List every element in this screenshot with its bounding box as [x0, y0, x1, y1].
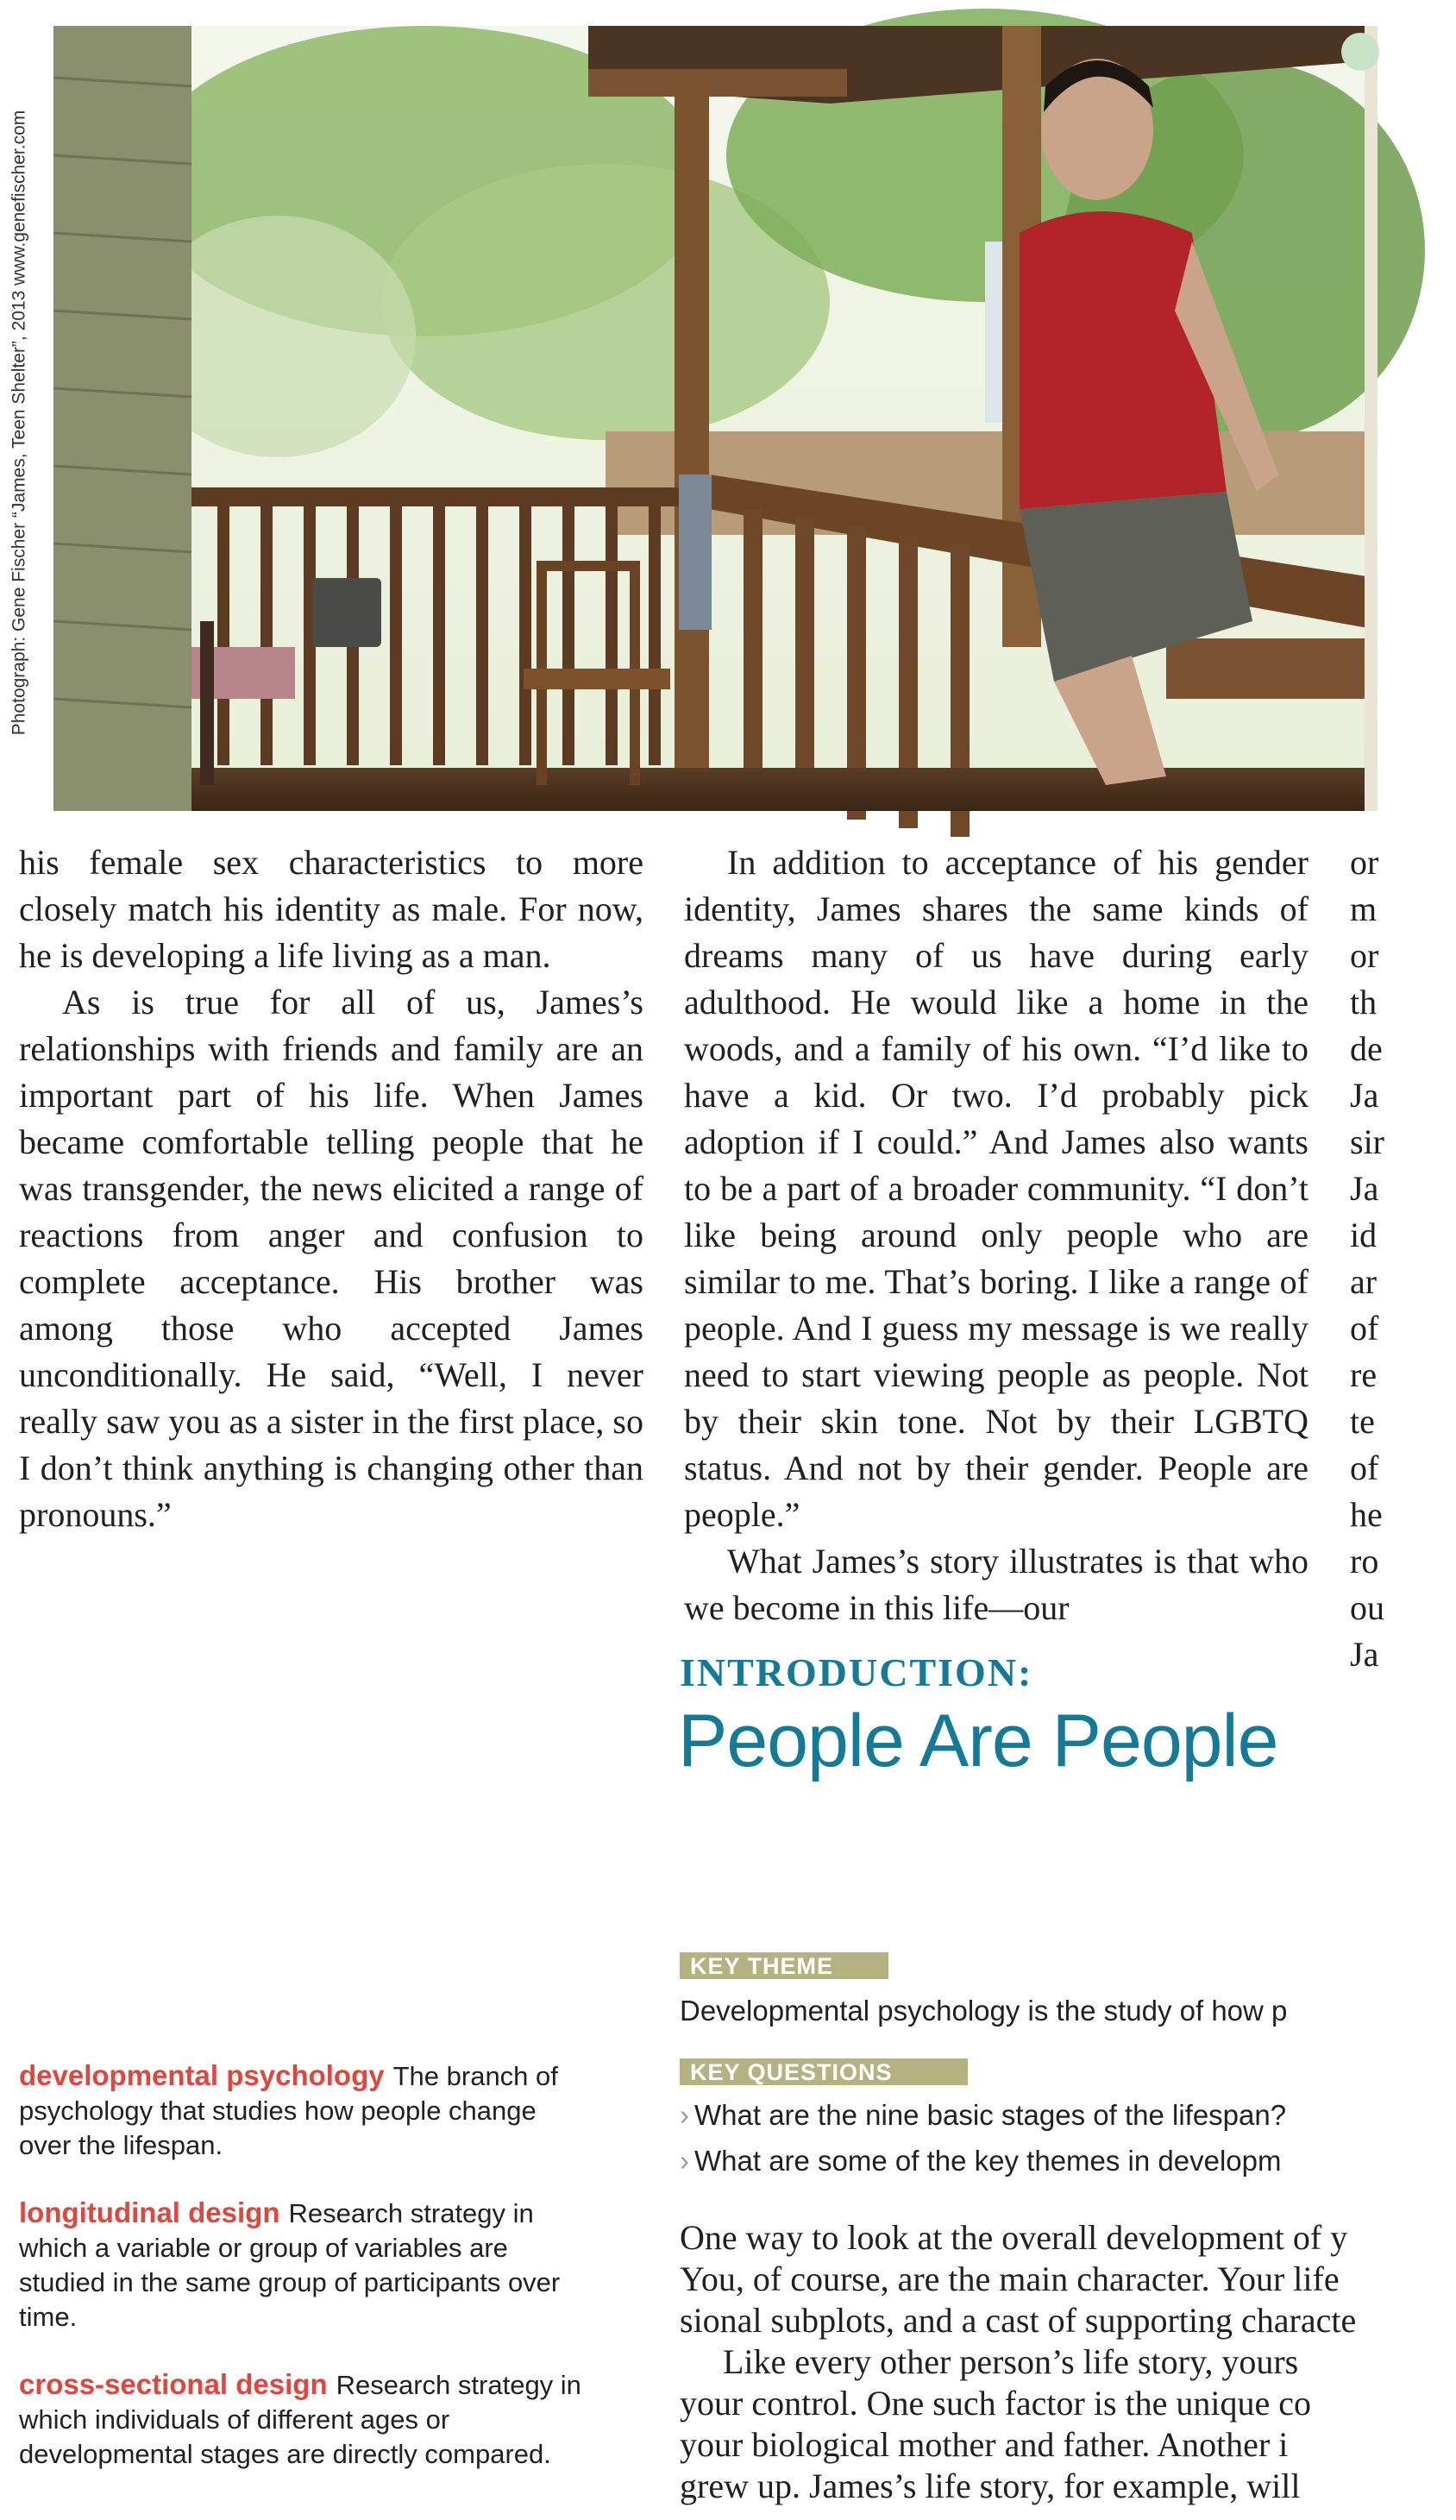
key-question-text: What are some of the key themes in developm: [694, 2145, 1282, 2177]
col3-line: ar: [1350, 1262, 1378, 1301]
glossary-term: cross-sectional design: [19, 2368, 328, 2400]
col3-line: ou: [1350, 1588, 1384, 1627]
chevron-right-icon: ›: [680, 2145, 689, 2177]
body-column-1: [19, 839, 643, 1538]
col3-line: he: [1350, 1495, 1383, 1534]
col3-line: Ja: [1350, 1076, 1379, 1115]
photo-credit: [7, 35, 31, 811]
body-column-2: [684, 839, 1309, 1631]
porch-photo-illustration: [53, 26, 1378, 811]
glossary-term: longitudinal design: [19, 2196, 280, 2228]
key-question-text: What are the nine basic stages of the lifespan?: [694, 2099, 1287, 2131]
col3-line: or: [1350, 936, 1379, 975]
key-theme-text: Developmental psychology is the study of how p: [680, 1995, 1288, 2027]
intro-body-line: Like every other person’s life story, yours: [723, 2342, 1299, 2381]
col3-line: te: [1350, 1402, 1375, 1441]
glossary-definition: Research strategy in which individuals of different ages or developmental stages are directly compared.: [19, 2370, 581, 2469]
glossary-entry: [19, 2058, 588, 2163]
key-questions-label: KEY QUESTIONS: [680, 2058, 968, 2085]
col3-line: Ja: [1350, 1169, 1379, 1208]
intro-body-line: sional subplots, and a cast of supporting characte: [680, 2301, 1357, 2340]
col3-line: m: [1350, 889, 1378, 928]
key-theme-label: KEY THEME: [680, 1952, 888, 1979]
intro-body-line: grew up. James’s life story, for example, will: [680, 2467, 1301, 2505]
glossary-entry: [19, 2367, 588, 2472]
section-title: People Are People: [678, 1700, 1278, 1782]
col3-line: sir: [1350, 1122, 1384, 1161]
glossary-term: developmental psychology: [19, 2059, 385, 2091]
intro-body-line: You, of course, are the main character. Your life: [680, 2259, 1340, 2298]
col3-line: de: [1350, 1029, 1383, 1068]
key-question-2: [680, 2145, 1282, 2178]
col3-line: of: [1350, 1309, 1379, 1348]
glossary-definition: The branch of psychology that studies how people change over the lifespan.: [19, 2061, 558, 2160]
col1-paragraph-1: his female sex characteristics to more closely match his identity as male. For now, he is developing a life living as a man.: [19, 843, 643, 975]
intro-body-line: One way to look at the overall development of y: [680, 2218, 1348, 2257]
section-kicker: INTRODUCTION:: [680, 1650, 1033, 1694]
intro-body-line: your control. One such factor is the unique co: [680, 2384, 1312, 2423]
photo-credit-text: Photograph: Gene Fischer “James, Teen Shelter”, 2013 www.genefischer.com: [9, 110, 28, 736]
col3-line: of: [1350, 1449, 1379, 1487]
key-question-1: [680, 2099, 1286, 2132]
col3-line: th: [1350, 983, 1378, 1021]
page-corner-dot: [1341, 33, 1379, 71]
col2-paragraph-1: In addition to acceptance of his gender identity, James shares the same kinds of dreams many of us have during early adulthood. He would like a home in the woods, and a family of his own. “I’d like to have a kid. Or two. I’d probably pick adoption if I could.” And James also wants to be a part of a broader community. “I don’t like being around only people who are similar to me. That’s boring. I like a range of people. And I guess my message is we really need to start viewing people as people. Not by their skin tone. Not by their LGBTQ status. And not by their gender. People are people.”: [684, 843, 1309, 1534]
col3-line: ro: [1350, 1542, 1379, 1580]
intro-body-text: [680, 2217, 1456, 2507]
chevron-right-icon: ›: [680, 2099, 689, 2131]
body-column-3-clipped: [1350, 839, 1384, 1678]
col3-line: or: [1350, 843, 1379, 882]
col3-line: re: [1350, 1355, 1378, 1394]
porch-photo: [53, 26, 1378, 811]
col3-line: id: [1350, 1216, 1378, 1254]
glossary-entry: [19, 2196, 588, 2335]
glossary-definition: Research strategy in which a variable or group of variables are studied in the same group of participants over time.: [19, 2198, 561, 2332]
col1-paragraph-2: As is true for all of us, James’s relationships with friends and family are an important part of his life. When James became comfortable telling people that he was transgender, the news elicited a range of reactions from anger and confusion to complete acceptance. His brother was among those who accepted James unconditionally. He said, “Well, I never really saw you as a sister in the first place, so I don’t think anything is changing other than pronouns.”: [19, 983, 643, 1534]
intro-body-line: your biological mother and father. Another i: [680, 2425, 1289, 2464]
col3-line: Ja: [1350, 1635, 1379, 1674]
col2-paragraph-2: What James’s story illustrates is that who we become in this life—our: [684, 1542, 1309, 1627]
